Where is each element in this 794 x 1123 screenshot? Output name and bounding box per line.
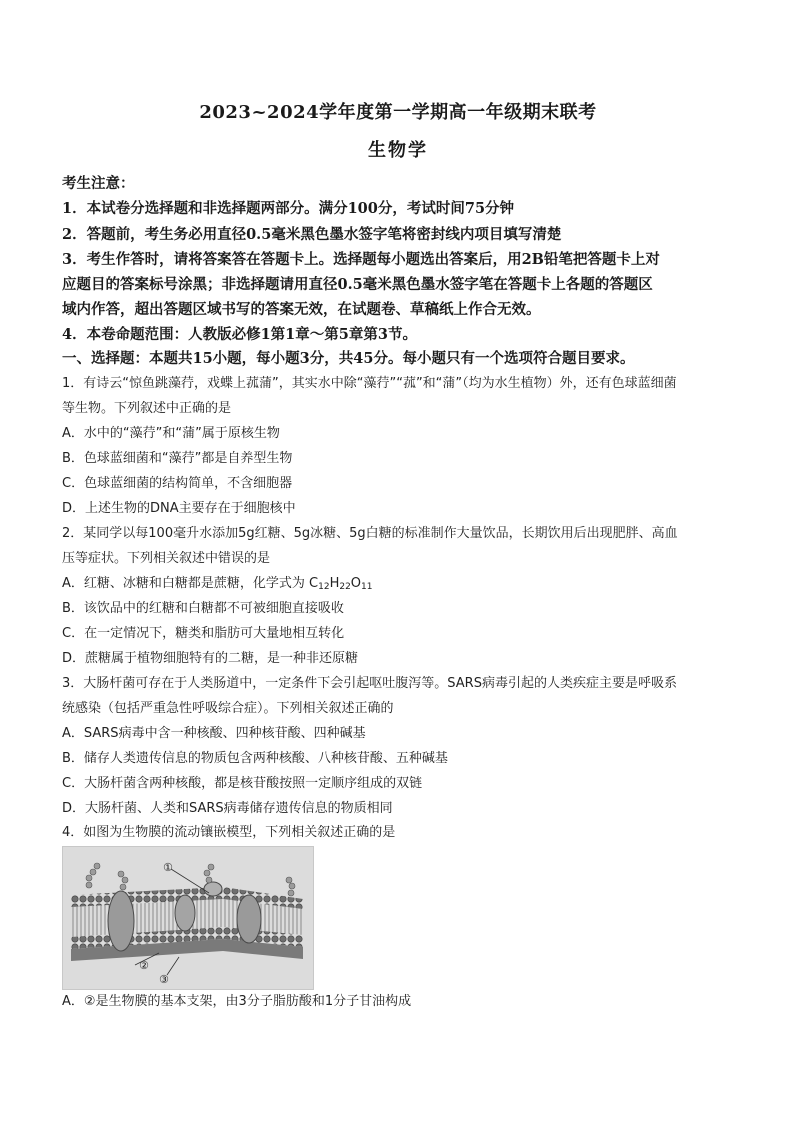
q1-stem-line-1: 1．有诗云“惊鱼跳藻荇，戏蝶上菰蒲”，其实水中除“藻荇”“菰”和“蒲”（均为水生植物）外，还有色球蓝细菌 [62,376,677,391]
exam-title: 2023~2024学年度第一学期高一年级期末联考 [199,102,597,123]
q2-stem-line-1: 2．某同学以每100毫升水添加5g红糖、5g冰糖、5g白糖的标准制作大量饮品，长期饮用后出现肥胖、高血 [62,526,678,541]
q2-option-d: D．蔗糖属于植物细胞特有的二糖，是一种非还原糖 [62,651,359,666]
q3-stem-line-1: 3．大肠杆菌可存在于人类肠道中，一定条件下会引起呕吐腹泻等。SARS病毒引起的人类疾症主要是呼吸系 [62,676,677,691]
label-3: ③ [159,973,169,986]
membrane-protein-4 [204,882,222,896]
q2-stem-line-2: 压等症状。下列相关叙述中错误的是 [62,551,271,566]
q1-option-d: D．上述生物的DNA主要存在于细胞核中 [62,501,296,516]
fluid-mosaic-diagram [63,847,313,989]
note-4: 4．本卷命题范围：人教版必修1第1章～第5章第3节。 [62,326,417,343]
note-2: 2．答题前，考生务必用直径0.5毫米黑色墨水签字笔将密封线内项目填写清楚 [62,226,562,243]
membrane-protein-3 [237,895,261,943]
membrane-protein-2 [175,895,195,931]
note-3-line-3: 域内作答，超出答题区域书写的答案无效，在试题卷、草稿纸上作合无效。 [62,301,541,318]
section-1-heading: 一、选择题：本题共15小题，每小题3分，共45分。每小题只有一个选项符合题目要求。 [62,350,635,367]
q4-option-a: A．②是生物膜的基本支架，由3分子脂肪酸和1分子甘油构成 [62,994,412,1009]
membrane-protein-1 [108,891,134,951]
note-1: 1．本试卷分选择题和非选择题两部分。满分100分，考试时间75分钟 [62,200,515,217]
q1-option-b: B．色球蓝细菌和“藻荇”都是自养型生物 [62,451,293,466]
membrane-model-figure [62,846,314,990]
label-1: ① [163,861,173,874]
q2-option-b: B．该饮品中的红糖和白糖都不可被细胞直接吸收 [62,601,344,616]
q2-option-a: A．红糖、冰糖和白糖都是蔗糖，化学式为 $C_{12}H_{22}O_{11}$ [62,576,373,592]
q1-option-a: A．水中的“藻荇”和“蒲”属于原核生物 [62,426,280,441]
q1-option-c: C．色球蓝细菌的结构简单，不含细胞器 [62,476,293,491]
q4-stem: 4．如图为生物膜的流动镶嵌模型，下列相关叙述正确的是 [62,825,396,840]
label-2: ② [139,959,149,972]
q3-option-a: A．SARS病毒中含一种核酸、四种核苷酸、四种碱基 [62,726,366,741]
subject-title: 生物学 [368,140,428,161]
note-3-line-2: 应题目的答案标号涂黑；非选择题请用直径0.5毫米黑色墨水签字笔在答题卡上各题的答题区 [62,276,653,293]
notes-heading: 考生注意： [62,175,135,192]
q3-option-c: C．大肠杆菌含两种核酸，都是核苷酸按照一定顺序组成的双链 [62,776,423,791]
q3-option-d: D．大肠杆菌、人类和SARS病毒储存遗传信息的物质相同 [62,801,393,816]
q3-stem-line-2: 统感染（包括严重急性呼吸综合症）。下列相关叙述正确的 [62,701,394,716]
q2-option-c: C．在一定情况下，糖类和脂肪可大量地相互转化 [62,626,345,641]
note-3-line-1: 3．考生作答时，请将答案答在答题卡上。选择题每小题选出答案后，用2B铅笔把答题卡上对 [62,251,660,268]
q1-stem-line-2: 等生物。下列叙述中正确的是 [62,401,232,416]
q3-option-b: B．储存人类遗传信息的物质包含两种核酸、八种核苷酸、五种碱基 [62,751,448,766]
